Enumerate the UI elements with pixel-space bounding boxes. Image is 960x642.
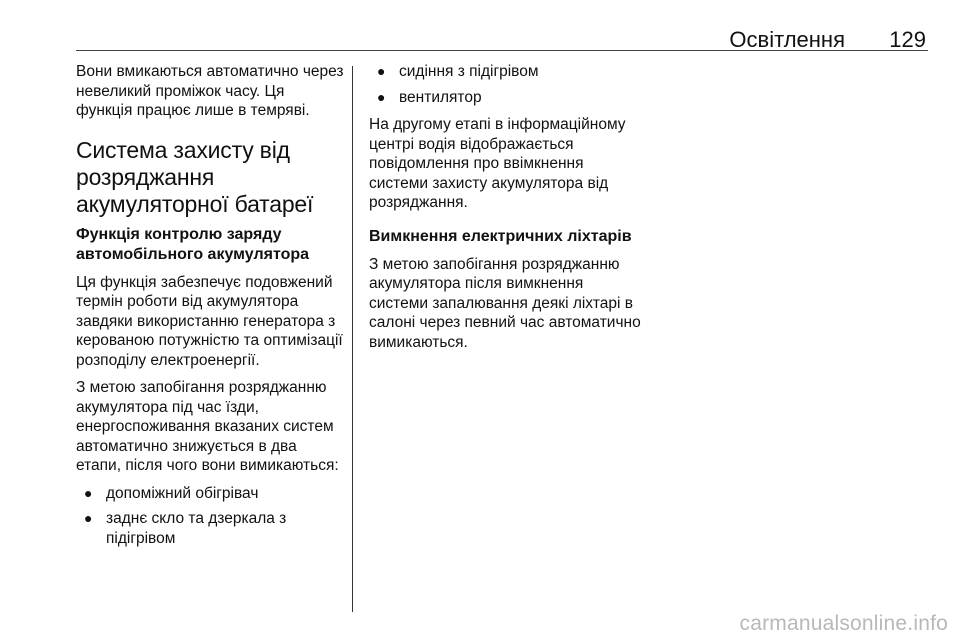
bullet-icon: ● <box>84 510 93 526</box>
intro-paragraph: Вони вмикаються автоматично через невеликий проміжок часу. Ця функція працює лише в темряві. <box>76 63 344 119</box>
subsection-title-lights-off: Вимкнення електричних ліхтарів <box>369 227 632 245</box>
paragraph-discharge-prevention: З метою запобігання розряджанню акумулятора під час їзди, енергоспоживання вказаних систем автоматично знижується в два етапи, після чого вони вимикаються: <box>76 379 339 474</box>
page-number: 129 <box>889 27 926 52</box>
paragraph-charge-control: Ця функція забезпечує подовжений термін роботи від акумулятора завдяки використанню генератора з керованою потужністю та оптимізації розподілу електроенергії. <box>76 273 343 369</box>
paragraph-lights-off: З метою запобігання розряджанню акумулятора після вимкнення системи запалювання деякі ліхтарі в салоні через певний час автоматично вимикаються. <box>369 255 641 351</box>
page-header-title: Освітлення <box>729 27 845 52</box>
paragraph-driver-info: На другому етапі в інформаційному центрі водія відображається повідомлення про ввімкнення системи захисту акумулятора від розряджання. <box>369 116 626 211</box>
bullet-icon: ● <box>377 88 386 105</box>
right-column <box>369 62 641 360</box>
list-item <box>369 88 641 108</box>
footer-watermark: carmanualsonline.info <box>739 612 948 635</box>
bullet-icon: ● <box>84 484 93 501</box>
list-item <box>369 62 641 82</box>
list-item-text: сидіння з підігрівом <box>399 63 539 80</box>
section-title: Система захисту від розряджання акумуляторної батареї <box>76 136 314 217</box>
list-item-text: допоміжний обігрівач <box>106 484 259 502</box>
bullet-list-right <box>369 62 641 107</box>
list-item <box>76 509 344 548</box>
list-item-text: заднє скло та дзеркала з підігрівом <box>106 510 287 547</box>
left-column <box>76 62 344 556</box>
list-item <box>76 484 344 504</box>
column-divider <box>352 66 353 612</box>
bullet-list-left <box>76 484 344 549</box>
header-divider <box>76 50 928 51</box>
list-item-text: вентилятор <box>399 88 482 106</box>
subsection-title-charge-control: Функція контролю заряду автомобільного акумулятора <box>76 225 310 263</box>
bullet-icon: ● <box>377 63 386 79</box>
